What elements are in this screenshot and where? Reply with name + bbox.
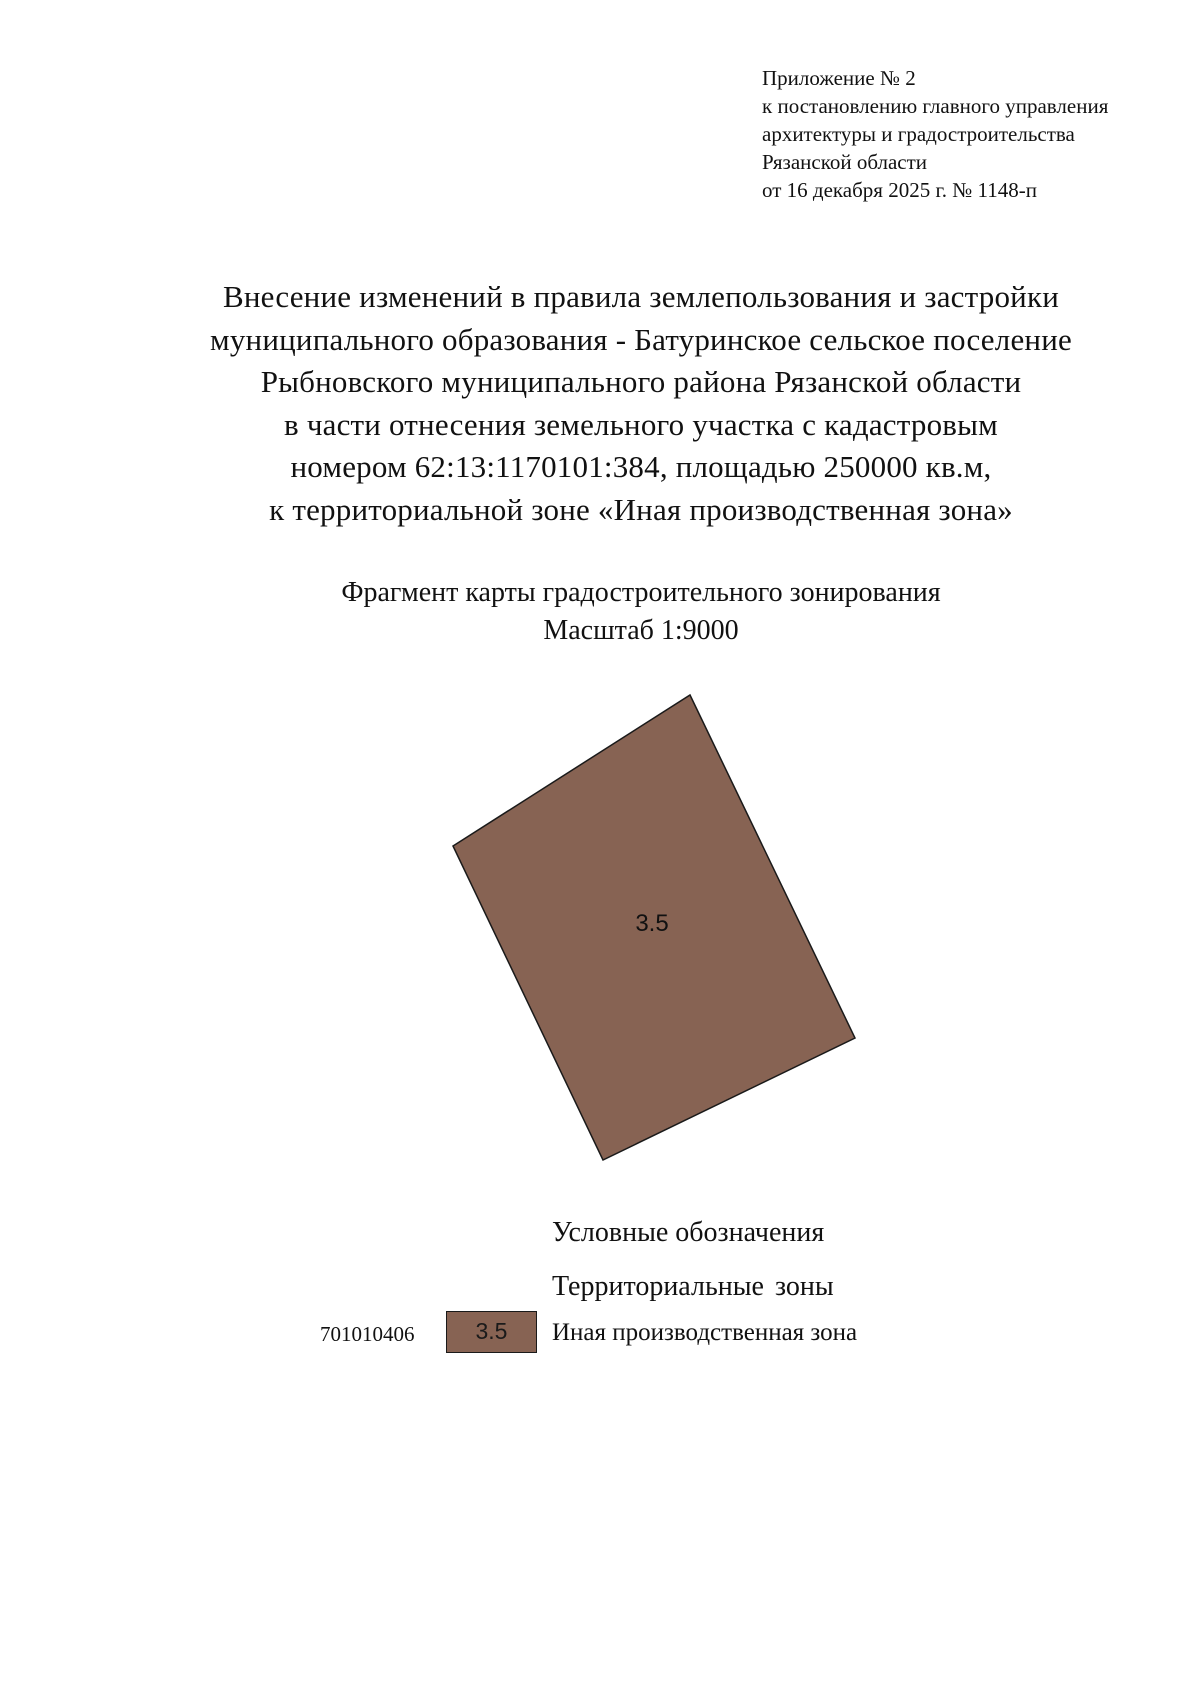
appendix-line: Рязанской области	[762, 150, 928, 174]
title-line: в части отнесения земельного участка с кадастровым	[284, 406, 998, 442]
title-line: номером 62:13:1170101:384, площадью 250000 кв.м,	[290, 449, 992, 484]
legend-zone-label: Иная производственная зона	[552, 1319, 858, 1346]
appendix-line: к постановлению главного управления	[762, 94, 1109, 118]
map-caption: Фрагмент карты градостроительного зонирования	[341, 577, 941, 608]
appendix-line: Приложение № 2	[762, 66, 916, 90]
legend-zone-swatch: 3.5	[446, 1311, 537, 1353]
title-line: Рыбновского муниципального района Рязанской области	[260, 364, 1022, 399]
title-line: Внесение изменений в правила землепользования и застройки	[222, 279, 1060, 314]
title-line: к территориальной зоне «Иная производственная зона»	[269, 491, 1013, 527]
title-line: муниципального образования - Батуринское сельское поселение	[210, 321, 1072, 357]
legend-subtitle: Территориальные зоны	[552, 1271, 834, 1302]
appendix-line: от 16 декабря 2025 г. № 1148-п	[762, 178, 1037, 202]
legend-title: Условные обозначения	[552, 1217, 825, 1248]
appendix-line: архитектуры и градостроительства	[762, 122, 1075, 146]
legend-zone-code: 701010406	[320, 1322, 415, 1346]
map-scale: Масштаб 1:9000	[543, 615, 739, 646]
parcel-zone-label: 3.5	[635, 910, 669, 937]
